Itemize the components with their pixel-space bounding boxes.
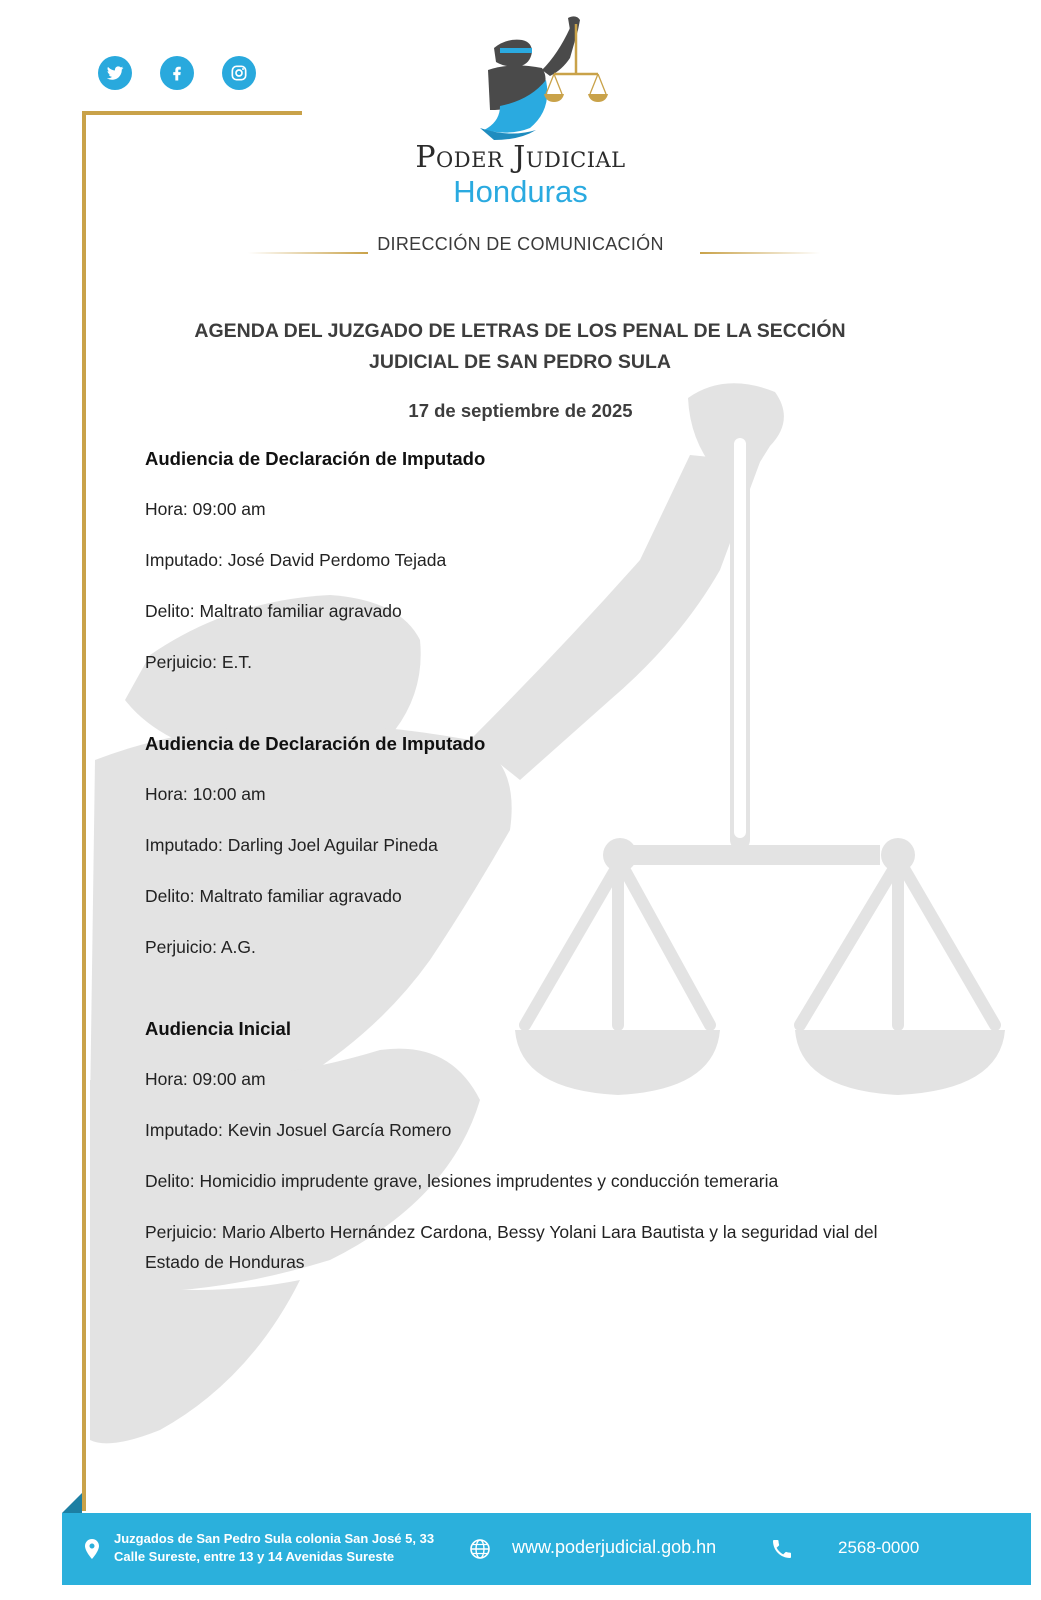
hearing-item: [145, 733, 925, 958]
hearing-type: Audiencia Inicial: [145, 1018, 291, 1039]
agenda-date: 17 de septiembre de 2025: [408, 400, 633, 421]
title-line-2: JUDICIAL DE SAN PEDRO SULA: [369, 351, 671, 373]
hearing-time: Hora: 09:00 am: [145, 1069, 266, 1089]
title-line-1: AGENDA DEL JUZGADO DE LETRAS DE LOS PENAL DE LA SECCIÓN: [194, 320, 846, 342]
phone-icon: [770, 1537, 794, 1561]
hearing-offense: Delito: Homicidio imprudente grave, lesiones imprudentes y conducción temeraria: [145, 1171, 779, 1191]
address-line-1: Juzgados de San Pedro Sula colonia San José 5, 33: [114, 1531, 435, 1546]
address-line-2: Calle Sureste, entre 13 y 14 Avenidas Sureste: [114, 1549, 395, 1564]
frame-left-border: [82, 111, 86, 1511]
instagram-icon[interactable]: [222, 56, 256, 90]
twitter-icon[interactable]: [98, 56, 132, 90]
footer-address: [114, 1530, 434, 1566]
hearing-item: [145, 1018, 925, 1277]
hearing-accused: Imputado: Darling Joel Aguilar Pineda: [145, 835, 438, 855]
hearing-accused: Imputado: Kevin Josuel García Romero: [145, 1120, 452, 1140]
org-country: Honduras: [453, 174, 588, 209]
hearing-offense: Delito: Maltrato familiar agravado: [145, 886, 402, 906]
facebook-icon[interactable]: [160, 56, 194, 90]
document-title: [140, 316, 900, 378]
footer-bar: [62, 1513, 1031, 1585]
location-pin-icon: [80, 1537, 104, 1561]
hearing-accused: Imputado: José David Perdomo Tejada: [145, 550, 447, 570]
footer-corner-accent: [62, 1493, 82, 1513]
hearing-offense: Delito: Maltrato familiar agravado: [145, 601, 402, 621]
footer-phone[interactable]: 2568-0000: [838, 1538, 920, 1557]
footer-website-link[interactable]: www.poderjudicial.gob.hn: [512, 1537, 717, 1557]
org-name: Poder Judicial: [415, 140, 626, 175]
frame-top-border: [82, 111, 302, 115]
hearing-victim: Perjuicio: Mario Alberto Hernández Cardona, Bessy Yolani Lara Bautista y la seguridad vial del Estado de Honduras: [145, 1222, 878, 1272]
hearing-victim: Perjuicio: E.T.: [145, 652, 252, 672]
agenda-list: [145, 448, 925, 1337]
hearing-time: Hora: 10:00 am: [145, 784, 266, 804]
department-divider-right: [700, 252, 820, 254]
hearing-type: Audiencia de Declaración de Imputado: [145, 733, 486, 754]
hearing-victim: Perjuicio: A.G.: [145, 937, 256, 957]
department-name: DIRECCIÓN DE COMUNICACIÓN: [377, 234, 664, 254]
hearing-type: Audiencia de Declaración de Imputado: [145, 448, 486, 469]
hearing-time: Hora: 09:00 am: [145, 499, 266, 519]
hearing-item: [145, 448, 925, 673]
lady-justice-logo: [470, 10, 630, 140]
globe-icon: [468, 1537, 492, 1561]
